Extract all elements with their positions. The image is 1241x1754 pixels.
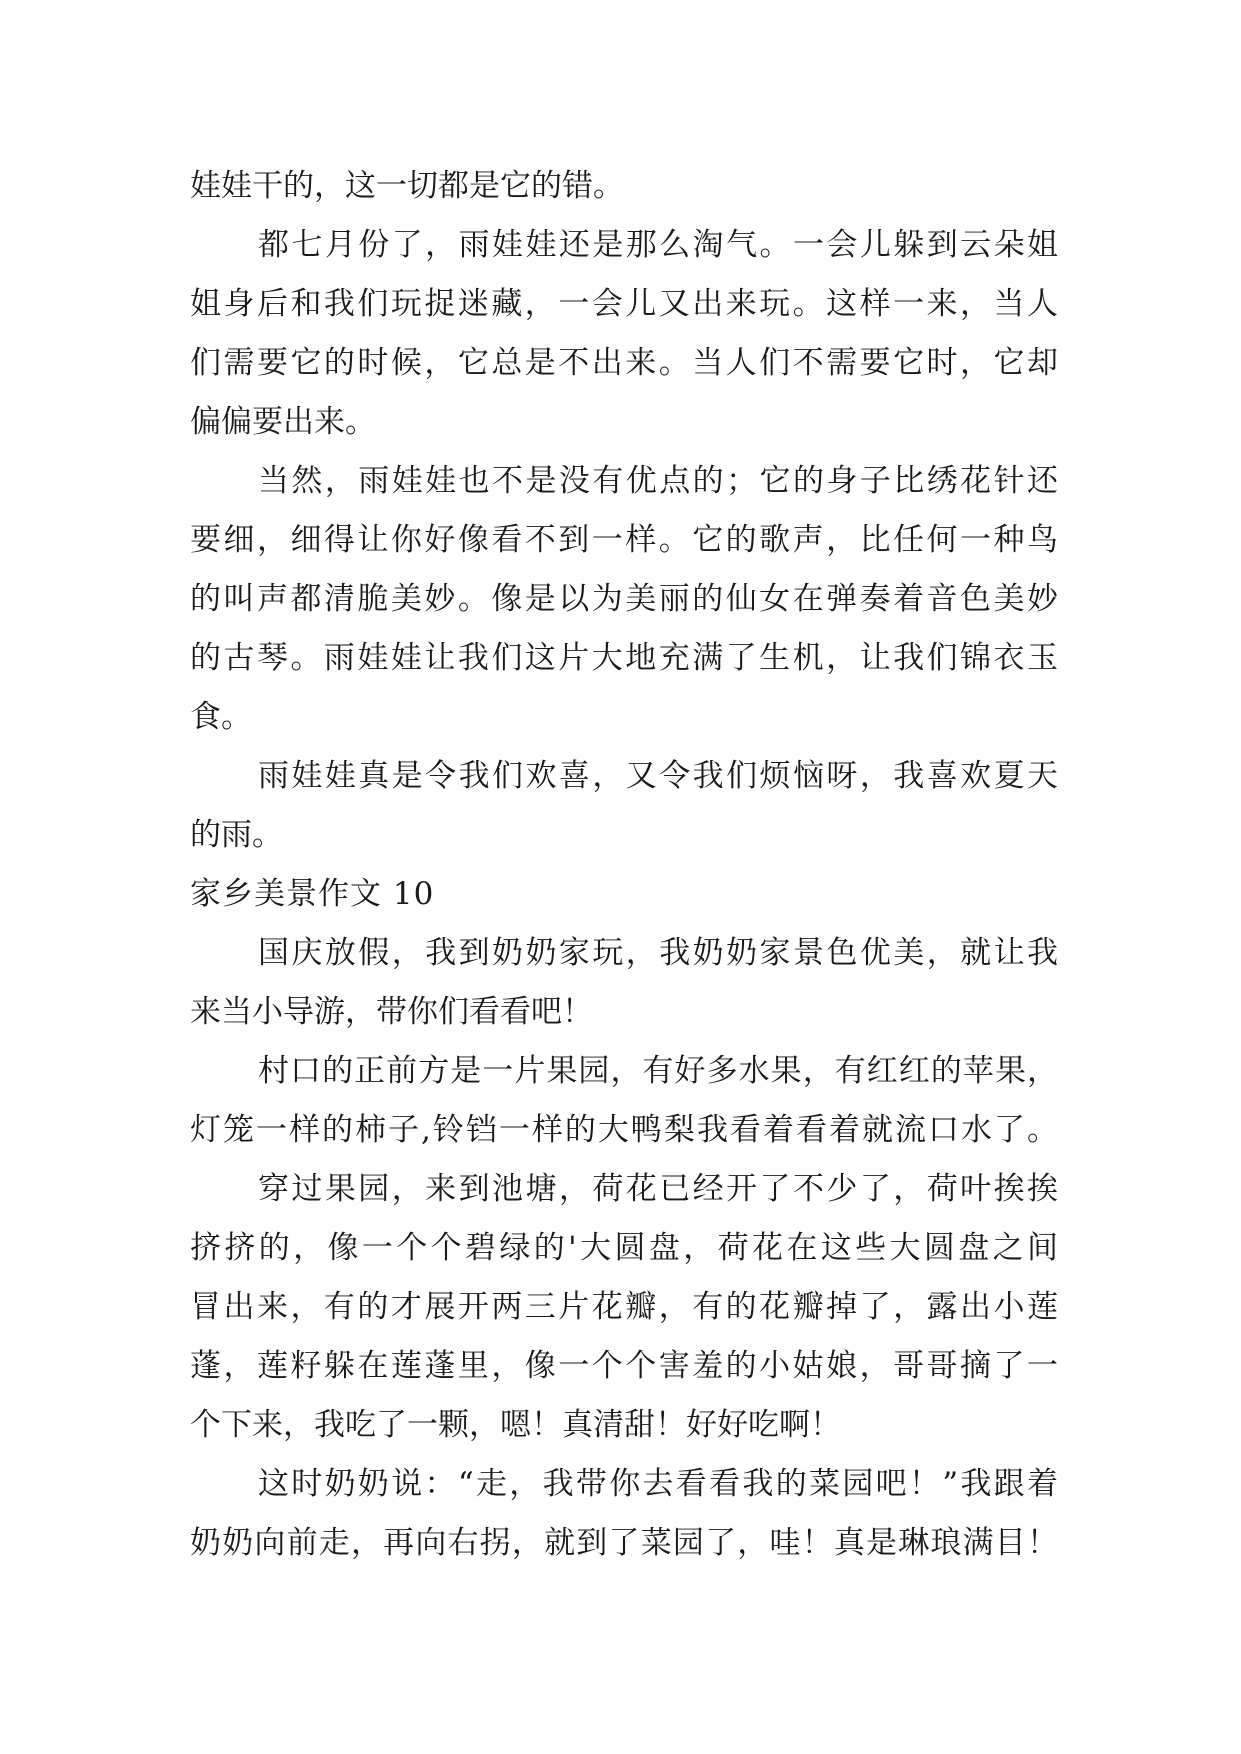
text-line: 村口的正前方是一片果园，有好多水果，有红红的苹果， <box>258 1053 1058 1089</box>
text-line: 的古琴。雨娃娃让我们这片大地充满了生机，让我们锦衣玉 <box>190 640 1058 676</box>
text-line: 当然，雨娃娃也不是没有优点的；它的身子比绣花针还 <box>258 463 1058 499</box>
text-line: 都七月份了，雨娃娃还是那么淘气。一会儿躲到云朵姐 <box>258 227 1058 263</box>
text-line: 要细，细得让你好像看不到一样。它的歌声，比任何一种鸟 <box>190 522 1058 558</box>
text-line: 穿过果园，来到池塘，荷花已经开了不少了，荷叶挨挨 <box>258 1171 1058 1207</box>
text-line: 偏偏要出来。 <box>190 404 376 440</box>
text-line: 来当小导游，带你们看看吧！ <box>190 994 593 1030</box>
text-line: 的叫声都清脆美妙。像是以为美丽的仙女在弹奏着音色美妙 <box>190 581 1058 617</box>
text-line: 食。 <box>190 699 252 735</box>
text-line: 挤挤的，像一个个碧绿的'大圆盘，荷花在这些大圆盘之间 <box>190 1230 1058 1266</box>
text-line: 们需要它的时候，它总是不出来。当人们不需要它时，它却 <box>190 345 1058 381</box>
text-line: 灯笼一样的柿子,铃铛一样的大鸭梨我看着看着就流口水了。 <box>190 1112 1058 1148</box>
text-line: 雨娃娃真是令我们欢喜，又令我们烦恼呀，我喜欢夏天 <box>258 758 1058 794</box>
text-line: 姐身后和我们玩捉迷藏，一会儿又出来玩。这样一来，当人 <box>190 286 1058 322</box>
text-line: 的雨。 <box>190 817 283 853</box>
text-line: 冒出来，有的才展开两三片花瓣，有的花瓣掉了，露出小莲 <box>190 1289 1058 1325</box>
text-line: 国庆放假，我到奶奶家玩，我奶奶家景色优美，就让我 <box>258 935 1058 971</box>
text-line: 个下来，我吃了一颗，嗯！真清甜！好好吃啊！ <box>190 1407 841 1443</box>
text-line: 蓬，莲籽躲在莲蓬里，像一个个害羞的小姑娘，哥哥摘了一 <box>190 1348 1058 1384</box>
text-line: 这时奶奶说：“走，我带你去看看我的菜园吧！”我跟着 <box>258 1466 1058 1502</box>
text-line: 娃娃干的，这一切都是它的错。 <box>190 168 624 204</box>
section-heading: 家乡美景作文 10 <box>190 876 435 912</box>
text-line: 奶奶向前走，再向右拐，就到了菜园了，哇！真是琳琅满目！ <box>190 1525 1058 1561</box>
